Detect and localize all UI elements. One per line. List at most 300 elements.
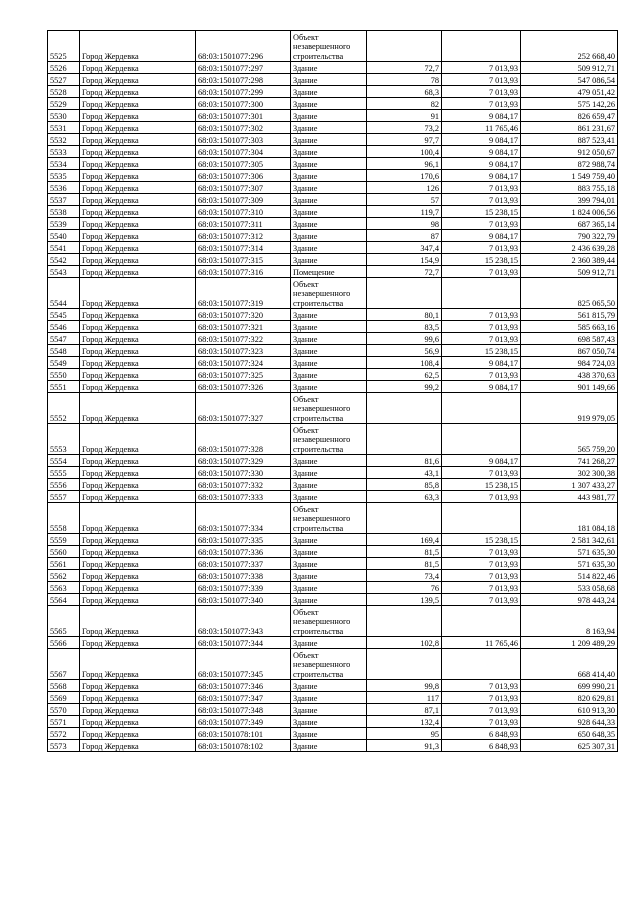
object-type-cell: Здание [291, 62, 367, 74]
row-number-cell: 5557 [48, 491, 80, 503]
row-number-cell: 5555 [48, 467, 80, 479]
row-number-cell: 5553 [48, 424, 80, 455]
city-cell: Город Жердевка [80, 278, 196, 309]
cadastral-number-cell: 68:03:1501077:349 [196, 716, 291, 728]
row-number-cell: 5527 [48, 74, 80, 86]
row-number-cell: 5556 [48, 479, 80, 491]
area-cell [367, 278, 442, 309]
object-type-cell: Здание [291, 381, 367, 393]
area-cell: 73,2 [367, 122, 442, 134]
city-cell: Город Жердевка [80, 254, 196, 266]
cadastral-value-cell: 625 307,31 [521, 740, 618, 752]
row-number-cell: 5543 [48, 266, 80, 278]
cadastral-value-cell: 302 300,38 [521, 467, 618, 479]
table-row [48, 62, 618, 74]
table-row [48, 122, 618, 134]
cadastral-number-cell: 68:03:1501077:333 [196, 491, 291, 503]
area-cell: 85,8 [367, 479, 442, 491]
table-row [48, 692, 618, 704]
city-cell: Город Жердевка [80, 74, 196, 86]
table-row [48, 680, 618, 692]
cadastral-value-cell: 928 644,33 [521, 716, 618, 728]
object-type-cell: Здание [291, 357, 367, 369]
cadastral-number-cell: 68:03:1501077:330 [196, 467, 291, 479]
row-number-cell: 5540 [48, 230, 80, 242]
cadastral-number-cell: 68:03:1501077:307 [196, 182, 291, 194]
specific-value-cell: 7 013,93 [442, 467, 521, 479]
cadastral-value-cell: 861 231,67 [521, 122, 618, 134]
row-number-cell: 5548 [48, 345, 80, 357]
table-row [48, 369, 618, 381]
area-cell: 347,4 [367, 242, 442, 254]
specific-value-cell: 15 238,15 [442, 479, 521, 491]
specific-value-cell: 6 848,93 [442, 728, 521, 740]
cadastral-value-cell: 1 824 006,56 [521, 206, 618, 218]
row-number-cell: 5530 [48, 110, 80, 122]
cadastral-number-cell: 68:03:1501077:300 [196, 98, 291, 110]
object-type-cell: Здание [291, 692, 367, 704]
row-number-cell: 5536 [48, 182, 80, 194]
city-cell: Город Жердевка [80, 242, 196, 254]
specific-value-cell [442, 503, 521, 534]
cadastral-number-cell: 68:03:1501077:323 [196, 345, 291, 357]
row-number-cell: 5570 [48, 704, 80, 716]
city-cell: Город Жердевка [80, 704, 196, 716]
row-number-cell: 5551 [48, 381, 80, 393]
cadastral-number-cell: 68:03:1501077:327 [196, 393, 291, 424]
table-row [48, 194, 618, 206]
object-type-cell: Здание [291, 728, 367, 740]
area-cell: 43,1 [367, 467, 442, 479]
cadastral-value-cell: 509 912,71 [521, 62, 618, 74]
specific-value-cell: 15 238,15 [442, 254, 521, 266]
cadastral-number-cell: 68:03:1501077:348 [196, 704, 291, 716]
specific-value-cell [442, 31, 521, 62]
area-cell: 76 [367, 582, 442, 594]
city-cell: Город Жердевка [80, 728, 196, 740]
object-type-cell: Здание [291, 740, 367, 752]
table-row [48, 266, 618, 278]
area-cell: 102,8 [367, 637, 442, 649]
city-cell: Город Жердевка [80, 345, 196, 357]
object-type-cell: Здание [291, 194, 367, 206]
row-number-cell: 5565 [48, 606, 80, 637]
cadastral-number-cell: 68:03:1501077:322 [196, 333, 291, 345]
cadastral-value-cell: 252 668,40 [521, 31, 618, 62]
specific-value-cell: 7 013,93 [442, 218, 521, 230]
area-cell: 87 [367, 230, 442, 242]
area-cell: 81,6 [367, 455, 442, 467]
cadastral-value-cell: 443 981,77 [521, 491, 618, 503]
cadastral-number-cell: 68:03:1501077:334 [196, 503, 291, 534]
object-type-cell: Здание [291, 182, 367, 194]
cadastral-value-cell: 2 360 389,44 [521, 254, 618, 266]
cadastral-value-cell: 585 663,16 [521, 321, 618, 333]
cadastral-value-cell: 181 084,18 [521, 503, 618, 534]
table-row [48, 206, 618, 218]
row-number-cell: 5573 [48, 740, 80, 752]
row-number-cell: 5554 [48, 455, 80, 467]
object-type-cell: Здание [291, 345, 367, 357]
cadastral-value-cell: 912 050,67 [521, 146, 618, 158]
object-type-cell: Объект незавершенного строительства [291, 278, 367, 309]
specific-value-cell: 7 013,93 [442, 491, 521, 503]
object-type-cell: Здание [291, 218, 367, 230]
cadastral-number-cell: 68:03:1501077:306 [196, 170, 291, 182]
city-cell: Город Жердевка [80, 637, 196, 649]
area-cell: 96,1 [367, 158, 442, 170]
area-cell [367, 31, 442, 62]
object-type-cell: Здание [291, 170, 367, 182]
cadastral-number-cell: 68:03:1501077:315 [196, 254, 291, 266]
cadastral-number-cell: 68:03:1501077:344 [196, 637, 291, 649]
table-body [48, 31, 618, 752]
cadastral-number-cell: 68:03:1501077:325 [196, 369, 291, 381]
table-row [48, 558, 618, 570]
object-type-cell: Объект незавершенного строительства [291, 31, 367, 62]
cadastral-number-cell: 68:03:1501077:311 [196, 218, 291, 230]
object-type-cell: Здание [291, 333, 367, 345]
area-cell: 57 [367, 194, 442, 206]
specific-value-cell: 7 013,93 [442, 266, 521, 278]
city-cell: Город Жердевка [80, 716, 196, 728]
specific-value-cell: 7 013,93 [442, 309, 521, 321]
area-cell: 68,3 [367, 86, 442, 98]
city-cell: Город Жердевка [80, 680, 196, 692]
object-type-cell: Здание [291, 570, 367, 582]
table-row [48, 218, 618, 230]
area-cell: 62,5 [367, 369, 442, 381]
specific-value-cell [442, 649, 521, 680]
object-type-cell: Здание [291, 321, 367, 333]
row-number-cell: 5538 [48, 206, 80, 218]
area-cell [367, 393, 442, 424]
cadastral-value-cell: 8 163,94 [521, 606, 618, 637]
object-type-cell: Здание [291, 369, 367, 381]
city-cell: Город Жердевка [80, 182, 196, 194]
row-number-cell: 5531 [48, 122, 80, 134]
table-row [48, 357, 618, 369]
area-cell: 82 [367, 98, 442, 110]
cadastral-number-cell: 68:03:1501077:345 [196, 649, 291, 680]
table-row [48, 146, 618, 158]
cadastral-value-cell: 984 724,03 [521, 357, 618, 369]
table-row [48, 503, 618, 534]
registry-document [47, 30, 618, 752]
area-cell: 100,4 [367, 146, 442, 158]
area-cell [367, 424, 442, 455]
cadastral-number-cell: 68:03:1501077:314 [196, 242, 291, 254]
cadastral-number-cell: 68:03:1501077:340 [196, 594, 291, 606]
specific-value-cell: 11 765,46 [442, 122, 521, 134]
object-type-cell: Здание [291, 546, 367, 558]
specific-value-cell: 7 013,93 [442, 570, 521, 582]
specific-value-cell: 9 084,17 [442, 381, 521, 393]
cadastral-number-cell: 68:03:1501077:335 [196, 534, 291, 546]
specific-value-cell: 9 084,17 [442, 230, 521, 242]
table-row [48, 393, 618, 424]
table-row [48, 534, 618, 546]
cadastral-value-cell: 790 322,79 [521, 230, 618, 242]
object-type-cell: Здание [291, 146, 367, 158]
object-type-cell: Здание [291, 491, 367, 503]
specific-value-cell: 9 084,17 [442, 455, 521, 467]
row-number-cell: 5537 [48, 194, 80, 206]
specific-value-cell: 7 013,93 [442, 704, 521, 716]
city-cell: Город Жердевка [80, 333, 196, 345]
table-row [48, 98, 618, 110]
area-cell [367, 606, 442, 637]
city-cell: Город Жердевка [80, 594, 196, 606]
area-cell: 73,4 [367, 570, 442, 582]
table-row [48, 424, 618, 455]
object-type-cell: Здание [291, 558, 367, 570]
table-row [48, 594, 618, 606]
city-cell: Город Жердевка [80, 503, 196, 534]
table-row [48, 546, 618, 558]
cadastral-number-cell: 68:03:1501077:328 [196, 424, 291, 455]
table-row [48, 491, 618, 503]
area-cell: 80,1 [367, 309, 442, 321]
specific-value-cell: 7 013,93 [442, 692, 521, 704]
row-number-cell: 5571 [48, 716, 80, 728]
city-cell: Город Жердевка [80, 309, 196, 321]
cadastral-number-cell: 68:03:1501077:309 [196, 194, 291, 206]
cadastral-value-cell: 668 414,40 [521, 649, 618, 680]
city-cell: Город Жердевка [80, 86, 196, 98]
area-cell: 78 [367, 74, 442, 86]
cadastral-number-cell: 68:03:1501077:337 [196, 558, 291, 570]
table-row [48, 728, 618, 740]
row-number-cell: 5560 [48, 546, 80, 558]
cadastral-value-cell: 826 659,47 [521, 110, 618, 122]
object-type-cell: Помещение [291, 266, 367, 278]
cadastral-number-cell: 68:03:1501077:347 [196, 692, 291, 704]
specific-value-cell: 15 238,15 [442, 206, 521, 218]
row-number-cell: 5535 [48, 170, 80, 182]
city-cell: Город Жердевка [80, 381, 196, 393]
specific-value-cell: 7 013,93 [442, 582, 521, 594]
specific-value-cell [442, 424, 521, 455]
object-type-cell: Объект незавершенного строительства [291, 606, 367, 637]
row-number-cell: 5544 [48, 278, 80, 309]
cadastral-value-cell: 509 912,71 [521, 266, 618, 278]
cadastral-number-cell: 68:03:1501077:296 [196, 31, 291, 62]
cadastral-number-cell: 68:03:1501077:316 [196, 266, 291, 278]
cadastral-value-cell: 901 149,66 [521, 381, 618, 393]
object-type-cell: Здание [291, 242, 367, 254]
cadastral-value-cell: 399 794,01 [521, 194, 618, 206]
cadastral-value-cell: 687 365,14 [521, 218, 618, 230]
cadastral-number-cell: 68:03:1501077:303 [196, 134, 291, 146]
cadastral-number-cell: 68:03:1501077:319 [196, 278, 291, 309]
row-number-cell: 5539 [48, 218, 80, 230]
table-row [48, 345, 618, 357]
object-type-cell: Объект незавершенного строительства [291, 424, 367, 455]
object-type-cell: Здание [291, 680, 367, 692]
cadastral-value-cell: 872 988,74 [521, 158, 618, 170]
cadastral-number-cell: 68:03:1501078:101 [196, 728, 291, 740]
city-cell: Город Жердевка [80, 479, 196, 491]
city-cell: Город Жердевка [80, 230, 196, 242]
table-row [48, 740, 618, 752]
object-type-cell: Здание [291, 98, 367, 110]
row-number-cell: 5528 [48, 86, 80, 98]
city-cell: Город Жердевка [80, 740, 196, 752]
object-type-cell: Здание [291, 309, 367, 321]
cadastral-value-cell: 867 050,74 [521, 345, 618, 357]
city-cell: Город Жердевка [80, 206, 196, 218]
table-row [48, 321, 618, 333]
object-type-cell: Здание [291, 158, 367, 170]
row-number-cell: 5542 [48, 254, 80, 266]
area-cell: 81,5 [367, 558, 442, 570]
table-row [48, 333, 618, 345]
table-row [48, 606, 618, 637]
cadastral-value-cell: 575 142,26 [521, 98, 618, 110]
specific-value-cell: 7 013,93 [442, 333, 521, 345]
row-number-cell: 5563 [48, 582, 80, 594]
object-type-cell: Объект незавершенного строительства [291, 649, 367, 680]
specific-value-cell: 9 084,17 [442, 158, 521, 170]
city-cell: Город Жердевка [80, 491, 196, 503]
cadastral-value-cell: 978 443,24 [521, 594, 618, 606]
cadastral-value-cell: 571 635,30 [521, 546, 618, 558]
row-number-cell: 5562 [48, 570, 80, 582]
object-type-cell: Здание [291, 704, 367, 716]
area-cell: 91 [367, 110, 442, 122]
area-cell: 108,4 [367, 357, 442, 369]
specific-value-cell: 7 013,93 [442, 546, 521, 558]
cadastral-number-cell: 68:03:1501077:346 [196, 680, 291, 692]
area-cell: 119,7 [367, 206, 442, 218]
cadastral-number-cell: 68:03:1501077:338 [196, 570, 291, 582]
area-cell: 97,7 [367, 134, 442, 146]
area-cell: 169,4 [367, 534, 442, 546]
area-cell: 91,3 [367, 740, 442, 752]
object-type-cell: Здание [291, 582, 367, 594]
city-cell: Город Жердевка [80, 606, 196, 637]
city-cell: Город Жердевка [80, 134, 196, 146]
table-row [48, 170, 618, 182]
table-row [48, 309, 618, 321]
city-cell: Город Жердевка [80, 467, 196, 479]
cadastral-value-cell: 883 755,18 [521, 182, 618, 194]
specific-value-cell: 7 013,93 [442, 194, 521, 206]
row-number-cell: 5541 [48, 242, 80, 254]
city-cell: Город Жердевка [80, 122, 196, 134]
specific-value-cell: 7 013,93 [442, 680, 521, 692]
cadastral-value-cell: 741 268,27 [521, 455, 618, 467]
cadastral-value-cell: 1 307 433,27 [521, 479, 618, 491]
cadastral-number-cell: 68:03:1501077:324 [196, 357, 291, 369]
city-cell: Город Жердевка [80, 534, 196, 546]
city-cell: Город Жердевка [80, 570, 196, 582]
table-row [48, 182, 618, 194]
object-type-cell: Здание [291, 122, 367, 134]
city-cell: Город Жердевка [80, 31, 196, 62]
city-cell: Город Жердевка [80, 321, 196, 333]
cadastral-number-cell: 68:03:1501077:336 [196, 546, 291, 558]
specific-value-cell: 7 013,93 [442, 98, 521, 110]
specific-value-cell: 9 084,17 [442, 170, 521, 182]
cadastral-value-cell: 698 587,43 [521, 333, 618, 345]
row-number-cell: 5559 [48, 534, 80, 546]
specific-value-cell: 7 013,93 [442, 594, 521, 606]
row-number-cell: 5546 [48, 321, 80, 333]
row-number-cell: 5558 [48, 503, 80, 534]
table-row [48, 278, 618, 309]
table-row [48, 86, 618, 98]
city-cell: Город Жердевка [80, 424, 196, 455]
object-type-cell: Здание [291, 230, 367, 242]
cadastral-number-cell: 68:03:1501078:102 [196, 740, 291, 752]
area-cell: 63,3 [367, 491, 442, 503]
table-row [48, 479, 618, 491]
specific-value-cell: 7 013,93 [442, 558, 521, 570]
city-cell: Город Жердевка [80, 146, 196, 158]
table-row [48, 110, 618, 122]
specific-value-cell: 7 013,93 [442, 242, 521, 254]
cadastral-number-cell: 68:03:1501077:298 [196, 74, 291, 86]
cadastral-value-cell: 571 635,30 [521, 558, 618, 570]
cadastral-value-cell: 610 913,30 [521, 704, 618, 716]
table-row [48, 230, 618, 242]
property-table [47, 30, 618, 752]
table-row [48, 381, 618, 393]
area-cell: 126 [367, 182, 442, 194]
city-cell: Город Жердевка [80, 546, 196, 558]
specific-value-cell: 9 084,17 [442, 357, 521, 369]
area-cell: 83,5 [367, 321, 442, 333]
cadastral-value-cell: 887 523,41 [521, 134, 618, 146]
object-type-cell: Здание [291, 716, 367, 728]
cadastral-number-cell: 68:03:1501077:320 [196, 309, 291, 321]
table-row [48, 134, 618, 146]
table-row [48, 242, 618, 254]
cadastral-value-cell: 1 549 759,40 [521, 170, 618, 182]
table-row [48, 31, 618, 62]
cadastral-number-cell: 68:03:1501077:339 [196, 582, 291, 594]
row-number-cell: 5569 [48, 692, 80, 704]
specific-value-cell: 9 084,17 [442, 134, 521, 146]
table-row [48, 158, 618, 170]
cadastral-value-cell: 1 209 489,29 [521, 637, 618, 649]
row-number-cell: 5552 [48, 393, 80, 424]
cadastral-value-cell: 825 065,50 [521, 278, 618, 309]
area-cell: 99,8 [367, 680, 442, 692]
object-type-cell: Здание [291, 455, 367, 467]
specific-value-cell: 11 765,46 [442, 637, 521, 649]
specific-value-cell: 7 013,93 [442, 716, 521, 728]
area-cell: 95 [367, 728, 442, 740]
city-cell: Город Жердевка [80, 62, 196, 74]
cadastral-number-cell: 68:03:1501077:312 [196, 230, 291, 242]
row-number-cell: 5572 [48, 728, 80, 740]
specific-value-cell: 7 013,93 [442, 86, 521, 98]
cadastral-number-cell: 68:03:1501077:299 [196, 86, 291, 98]
specific-value-cell: 9 084,17 [442, 110, 521, 122]
table-row [48, 467, 618, 479]
specific-value-cell: 7 013,93 [442, 74, 521, 86]
object-type-cell: Здание [291, 110, 367, 122]
row-number-cell: 5533 [48, 146, 80, 158]
area-cell: 170,6 [367, 170, 442, 182]
object-type-cell: Здание [291, 594, 367, 606]
city-cell: Город Жердевка [80, 369, 196, 381]
row-number-cell: 5567 [48, 649, 80, 680]
table-row [48, 649, 618, 680]
